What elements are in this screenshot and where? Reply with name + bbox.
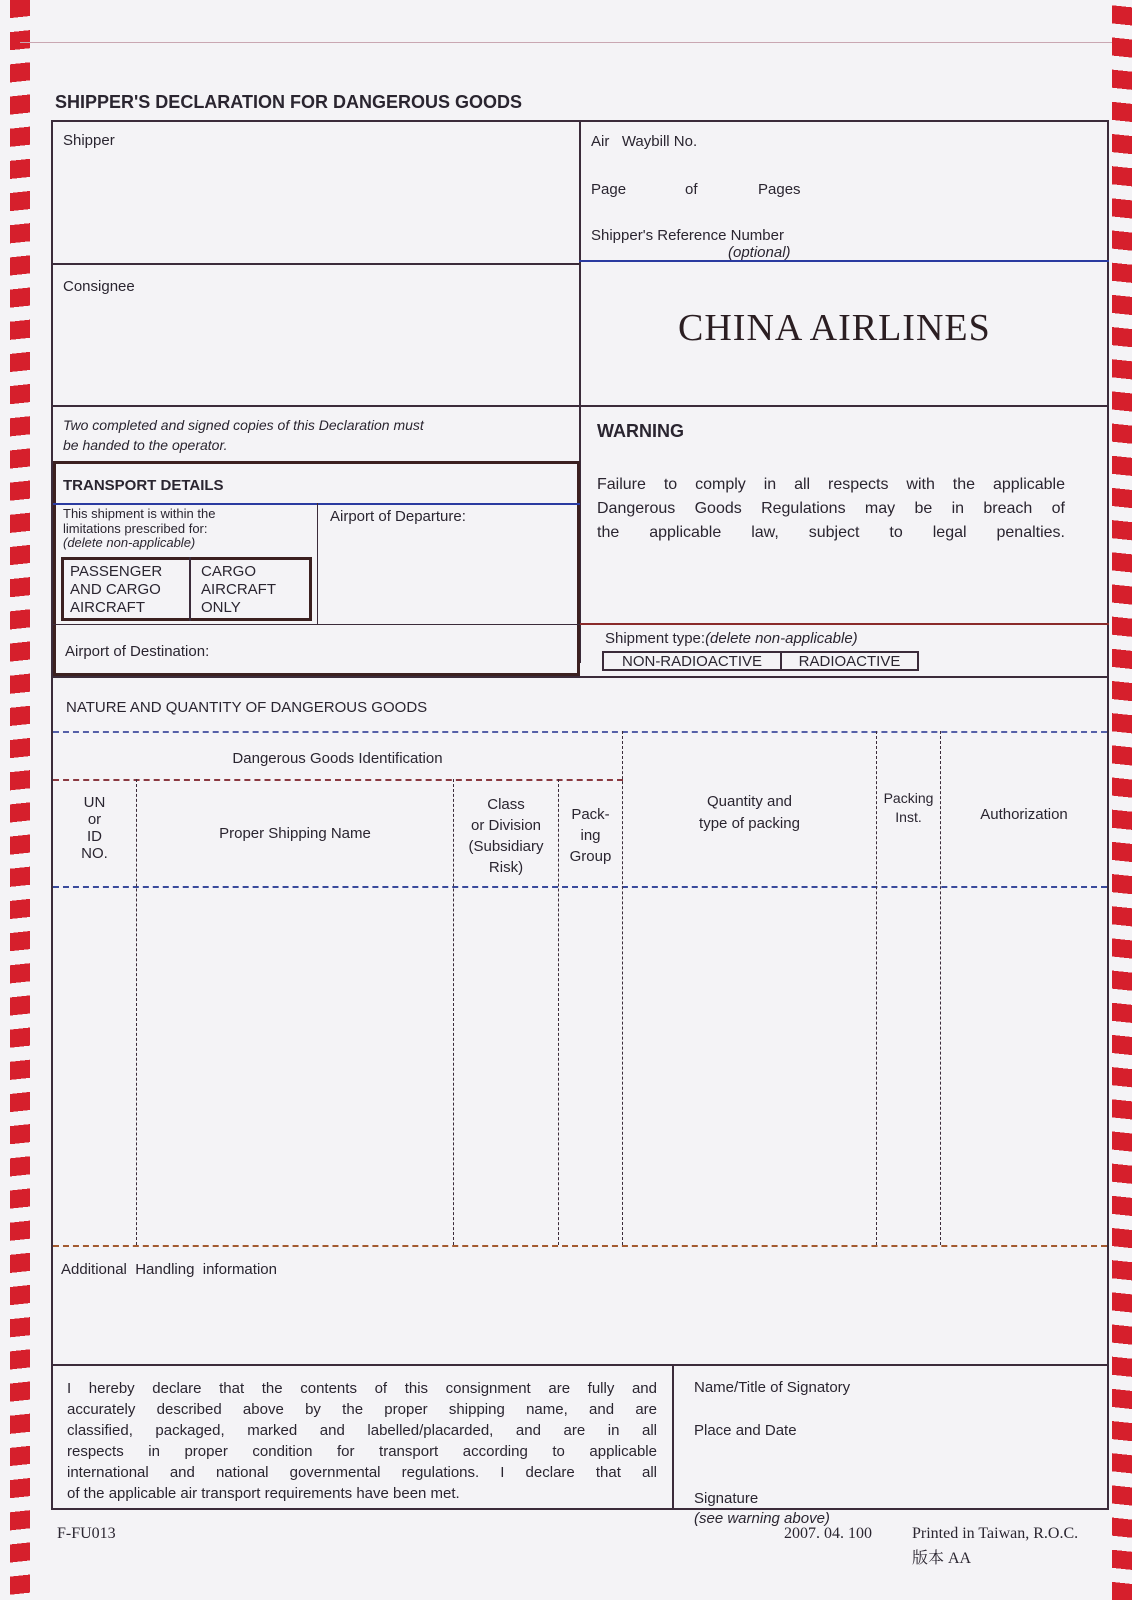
pi-line1: Packing (883, 790, 934, 806)
copies-note-line1: Two completed and signed copies of this Declaration must (63, 417, 424, 433)
dg-identification-header: Dangerous Goods Identification (232, 750, 443, 767)
print-date: 2007. 04. 100 (784, 1525, 872, 1542)
airport-destination-label: Airport of Destination: (65, 643, 210, 660)
printed-in-label: Printed in Taiwan, R.O.C. (912, 1525, 1079, 1542)
shipper-reference-label: Shipper's Reference Number (591, 227, 784, 244)
page-label: Page (591, 181, 627, 198)
col-header-un (53, 794, 136, 862)
warning-text (597, 473, 1065, 545)
warning-line1: Failure to comply in all respects with the applicable (597, 476, 1065, 493)
col-header-quantity (623, 791, 876, 835)
un-line4: NO. (81, 845, 108, 862)
un-line3: ID (87, 828, 102, 845)
right-hatch-border (1112, 0, 1132, 1600)
cargo-line2: AIRCRAFT (201, 581, 276, 598)
version-label: 版本 AA (912, 1550, 972, 1567)
col-header-packing-group (559, 804, 622, 867)
optional-label: (optional) (728, 244, 791, 261)
copies-note-line2: be handed to the operator. (63, 437, 228, 453)
of-label: of (685, 181, 698, 198)
class-line4: Risk) (488, 859, 524, 876)
cargo-line1: CARGO (201, 563, 257, 580)
china-airlines-logo: CHINA AIRLINES (678, 307, 991, 349)
class-line1: Class (487, 796, 525, 813)
class-line3: (Subsidiary (468, 838, 544, 855)
limitations-line1: This shipment is within the (63, 506, 216, 521)
transport-details-label: TRANSPORT DETAILS (63, 477, 224, 494)
dg-entry-area[interactable] (53, 888, 1107, 1244)
left-hatch-border (10, 0, 30, 1600)
shipment-type-label: Shipment type: (605, 630, 706, 647)
warning-heading: WARNING (597, 421, 684, 441)
declaration-text (67, 1378, 657, 1504)
cargo-line3: ONLY (201, 599, 241, 616)
qty-line2: type of packing (699, 815, 800, 832)
col-header-class (455, 794, 557, 878)
limitations-line2: limitations prescribed for: (63, 521, 208, 536)
declaration-line-6: of the applicable air transport requirements have been met. (67, 1485, 460, 1502)
transport-destination-line (53, 624, 580, 625)
un-line2: or (87, 811, 102, 828)
passenger-line3: AIRCRAFT (70, 599, 145, 616)
dg-grid-top-line (53, 731, 1107, 733)
additional-handling-field[interactable] (53, 1248, 1107, 1362)
warning-line2: Dangerous Goods Regulations may be in breach of (597, 500, 1065, 517)
cargo-aircraft-only-option[interactable] (191, 560, 309, 618)
air-waybill-label: Air Waybill No. (591, 133, 698, 150)
name-title-field[interactable] (674, 1366, 1107, 1406)
non-radioactive-option[interactable]: NON-RADIOACTIVE (621, 653, 762, 670)
declaration-line-4: respects in proper condition for transport according to applicable (67, 1443, 657, 1460)
signature-label: Signature (694, 1490, 759, 1507)
consignee-bottom-line (51, 405, 1109, 407)
place-date-field[interactable] (674, 1410, 1107, 1460)
shipment-type-note: (delete non-applicable) (705, 630, 858, 647)
pack-line1: Pack- (571, 806, 610, 823)
pages-label: Pages (758, 181, 801, 198)
declaration-line-2: accurately described above by the proper shipping name, and are (67, 1401, 657, 1418)
transport-bottom-line (51, 676, 1109, 678)
col-header-authorization: Authorization (980, 806, 1068, 823)
dg-grid-bottom-line (53, 1245, 1107, 1247)
declaration-line-5: international and national governmental regulations. I declare that all (67, 1464, 657, 1481)
shipper-label: Shipper (63, 132, 115, 149)
passenger-line1: PASSENGER (70, 563, 163, 580)
shipment-type-row (605, 629, 858, 648)
signature-field[interactable] (674, 1462, 1107, 1508)
pi-line2: Inst. (895, 809, 922, 825)
name-title-label: Name/Title of Signatory (694, 1379, 851, 1396)
nature-quantity-label: NATURE AND QUANTITY OF DANGEROUS GOODS (66, 699, 428, 716)
class-line2: or Division (470, 817, 542, 834)
top-rule (20, 42, 1112, 43)
place-date-label: Place and Date (694, 1422, 797, 1439)
airport-departure-label: Airport of Departure: (330, 508, 466, 525)
form-code: F-FU013 (57, 1525, 116, 1542)
pack-line2: ing (580, 827, 601, 844)
limitations-line3: (delete non-applicable) (63, 535, 196, 550)
passenger-cargo-aircraft-option[interactable] (64, 560, 188, 618)
col-header-packing-inst (877, 789, 940, 827)
additional-handling-label: Additional Handling information (61, 1261, 277, 1278)
consignee-label: Consignee (63, 278, 135, 295)
declaration-line-1: I hereby declare that the contents of this consignment are fully and (67, 1380, 657, 1397)
pack-line3: Group (569, 848, 612, 865)
see-warning-label: (see warning above) (694, 1510, 830, 1527)
qty-line1: Quantity and (706, 793, 793, 810)
warning-bottom-line (579, 623, 1109, 625)
form-title: SHIPPER'S DECLARATION FOR DANGEROUS GOODS (55, 92, 522, 112)
shipper-field[interactable] (53, 122, 577, 261)
passenger-line2: AND CARGO (70, 581, 161, 598)
dg-identification-line (53, 779, 623, 781)
radioactive-option[interactable]: RADIOACTIVE (798, 653, 901, 670)
col-header-proper-shipping-name: Proper Shipping Name (219, 825, 371, 842)
waybill-bottom-line (579, 260, 1109, 262)
declaration-line-3: classified, packaged, marked and labelled/placarded, and are in all (67, 1422, 657, 1439)
un-line1: UN (83, 794, 106, 811)
warning-line3: the applicable law, subject to legal penalties. (597, 524, 1065, 541)
